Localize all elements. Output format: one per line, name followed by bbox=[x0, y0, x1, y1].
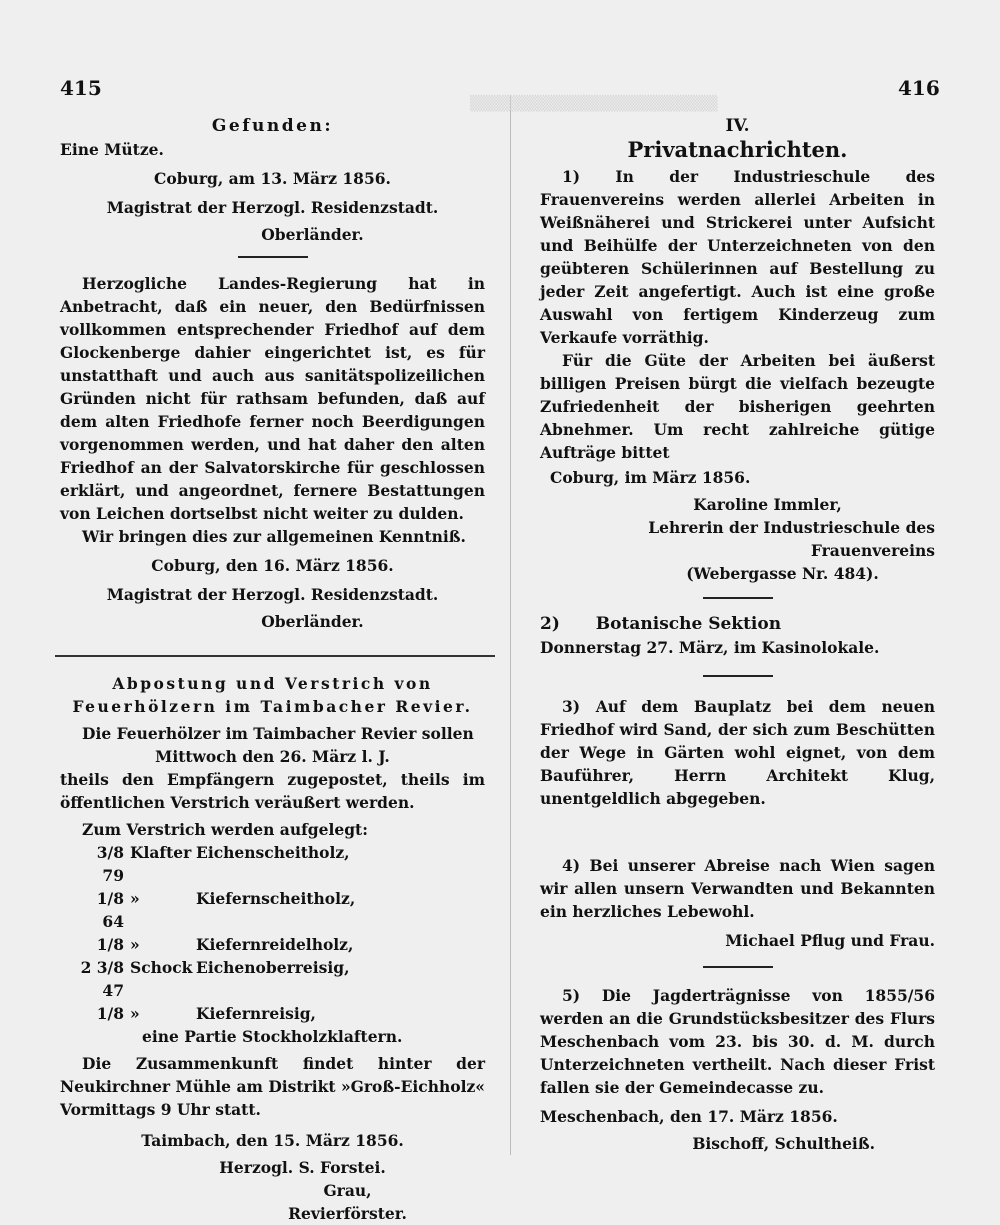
separator-rule bbox=[703, 966, 773, 968]
notice-3-text: 3) Auf dem Bauplatz bei dem neuen Friedhof wird Sand, der sich zum Beschütten der Wege in Gärten wohl eignet, von dem Bauführer, Herrn Architekt Klug, unentgeldlich abgegeben. bbox=[540, 697, 935, 808]
separator-rule bbox=[703, 675, 773, 677]
signer-1: Oberländer. bbox=[261, 225, 364, 244]
signer-3-title: Revierförster. bbox=[288, 1204, 407, 1223]
wood-item-unit: Klafter bbox=[130, 843, 192, 862]
wood-intro-3: theils den Empfängern zugepostet, theils im öffentlichen Verstrich veräußert werden. bbox=[60, 770, 485, 812]
authority-2: Magistrat der Herzogl. Residenzstadt. bbox=[106, 585, 439, 604]
wood-item-unit: » bbox=[130, 889, 140, 908]
wood-item-desc: Eichenoberreisig, bbox=[196, 958, 350, 977]
signer-2: Oberländer. bbox=[261, 612, 364, 631]
wood-item-desc: Kiefernreisig, bbox=[196, 1004, 316, 1023]
signer-3: Grau, bbox=[323, 1181, 372, 1200]
found-item: Eine Mütze. bbox=[60, 140, 164, 159]
separator-rule bbox=[703, 597, 773, 599]
page-number-right: 416 bbox=[898, 76, 940, 100]
wood-item-row bbox=[60, 910, 485, 956]
separator-rule bbox=[238, 256, 308, 258]
notice-1-text: 1) In der Industrieschule des Frauenvereins werden allerlei Arbeiten in Weißnäherei und Strickerei unter Aufsicht und Beihülfe der Unterzeichneten von den geübteren Schülerinnen auf Bestellung zu jeder Zeit angefertigt. Auch ist eine große Auswahl von fertigem Kinderzeug zum Verkaufe vorräthig. bbox=[540, 167, 935, 347]
wood-item-qty: 47 1/8 bbox=[96, 981, 124, 1023]
notice-1-signer-addr: (Webergasse Nr. 484). bbox=[686, 564, 879, 583]
notice-5-date: Meschenbach, den 17. März 1856. bbox=[540, 1107, 838, 1126]
notice-text: Herzogliche Landes-Regierung hat in Anbetracht, daß ein neuer, den Bedürfnissen vollkommen entsprechender Friedhof auf dem Glockenberge dahier eingerichtet ist, es für unstatthaft und auch aus sanitätspolizeilichen Gründen nicht für rathsam befunden, daß auf dem alten Friedhofe ferner noch Beerdigungen vorgenommen werden, und hat daher den alten Friedhof an der Salvatorskirche für geschlossen erklärt, und angeordnet, fernere Bestattungen von Leichen dortselbst nicht weiter zu dulden. bbox=[60, 274, 485, 523]
notice-1-signer-title: Lehrerin der Industrieschule des Frauenvereins bbox=[648, 518, 935, 560]
notice-1-signer: Karoline Immler, bbox=[693, 495, 842, 514]
wood-item-qty: 3/8 bbox=[96, 843, 124, 862]
place-date-1: Coburg, am 13. März 1856. bbox=[154, 169, 391, 188]
wood-item-desc: Kiefernscheitholz, bbox=[196, 889, 356, 908]
notice-2-text: Donnerstag 27. März, im Kasinolokale. bbox=[540, 638, 880, 657]
place-date-3: Taimbach, den 15. März 1856. bbox=[141, 1131, 404, 1150]
wood-item-desc: Kiefernreidelholz, bbox=[196, 935, 354, 954]
section-title: Privatnachrichten. bbox=[627, 137, 848, 162]
wood-last: eine Partie Stockholzklaftern. bbox=[142, 1027, 403, 1046]
wood-item-unit: » bbox=[130, 1004, 140, 1023]
notice-1-date: Coburg, im März 1856. bbox=[550, 468, 751, 487]
notice-4-text: 4) Bei unserer Abreise nach Wien sagen wir allen unsern Verwandten und Bekannten ein herzliches Lebewohl. bbox=[540, 856, 935, 921]
notice-close: Wir bringen dies zur allgemeinen Kenntniß. bbox=[82, 527, 466, 546]
found-heading: Gefunden: bbox=[211, 116, 334, 136]
spacer bbox=[540, 810, 935, 854]
bleed-through-texture: ▒▒▒▒▒▒▒▒▒▒▒▒▒▒▒▒▒▒▒▒▒▒▒ bbox=[470, 96, 718, 112]
place-date-2: Coburg, den 16. März 1856. bbox=[151, 556, 394, 575]
page-number-left: 415 bbox=[60, 76, 102, 100]
wood-item-qty: 2 3/8 bbox=[80, 958, 124, 977]
right-column bbox=[540, 115, 935, 1155]
notice-5-signer: Bischoff, Schultheiß. bbox=[692, 1134, 875, 1153]
section-rule bbox=[55, 655, 495, 657]
wood-heading: Abpostung und Verstrich von Feuerhölzern im Taimbacher Revier. bbox=[72, 674, 473, 716]
authority-3: Herzogl. S. Forstei. bbox=[219, 1158, 386, 1177]
notice-1-text2: Für die Güte der Arbeiten bei äußerst billigen Preisen bürgt die vielfach bezeugte Zufriedenheit der bisherigen geehrten Abnehmer. Um recht zahlreiche gütige Aufträge bittet bbox=[540, 351, 935, 462]
wood-item-unit: Schock bbox=[130, 958, 193, 977]
wood-item-row bbox=[60, 864, 485, 910]
notice-2-title-line bbox=[540, 613, 935, 636]
wood-notice bbox=[60, 672, 485, 1225]
notice-5-text: 5) Die Jagderträgnisse von 1855/56 werden an die Grundstücksbesitzer des Flurs Meschenbach vom 23. bis 30. d. M. durch Unterzeichneten vertheilt. Nach dieser Frist fallen sie der Gemeindecasse zu. bbox=[540, 986, 935, 1097]
authority-1: Magistrat der Herzogl. Residenzstadt. bbox=[106, 198, 439, 217]
wood-item-qty: 79 1/8 bbox=[96, 866, 124, 908]
wood-item-row bbox=[60, 979, 485, 1025]
left-column bbox=[60, 115, 485, 633]
wood-item-row bbox=[60, 841, 485, 864]
section-number: IV. bbox=[725, 116, 750, 136]
wood-item-unit: » bbox=[130, 935, 140, 954]
wood-meeting: Die Zusammenkunft findet hinter der Neukirchner Mühle am Distrikt »Groß-Eichholz« Vormittags 9 Uhr statt. bbox=[60, 1054, 485, 1119]
wood-intro-1: Die Feuerhölzer im Taimbacher Revier sollen bbox=[82, 724, 474, 743]
wood-item-qty: 64 1/8 bbox=[96, 912, 124, 954]
notice-4-signer: Michael Pflug und Frau. bbox=[725, 931, 935, 950]
wood-list bbox=[60, 841, 485, 1025]
wood-item-desc: Eichenscheitholz, bbox=[196, 843, 350, 862]
column-divider bbox=[510, 95, 511, 1155]
notice-2-title: Botanische Sektion bbox=[595, 614, 782, 634]
notice-2-number: 2) bbox=[540, 614, 560, 634]
wood-list-head: Zum Verstrich werden aufgelegt: bbox=[82, 820, 368, 839]
wood-intro-2: Mittwoch den 26. März l. J. bbox=[155, 747, 390, 766]
wood-item-row bbox=[60, 956, 485, 979]
